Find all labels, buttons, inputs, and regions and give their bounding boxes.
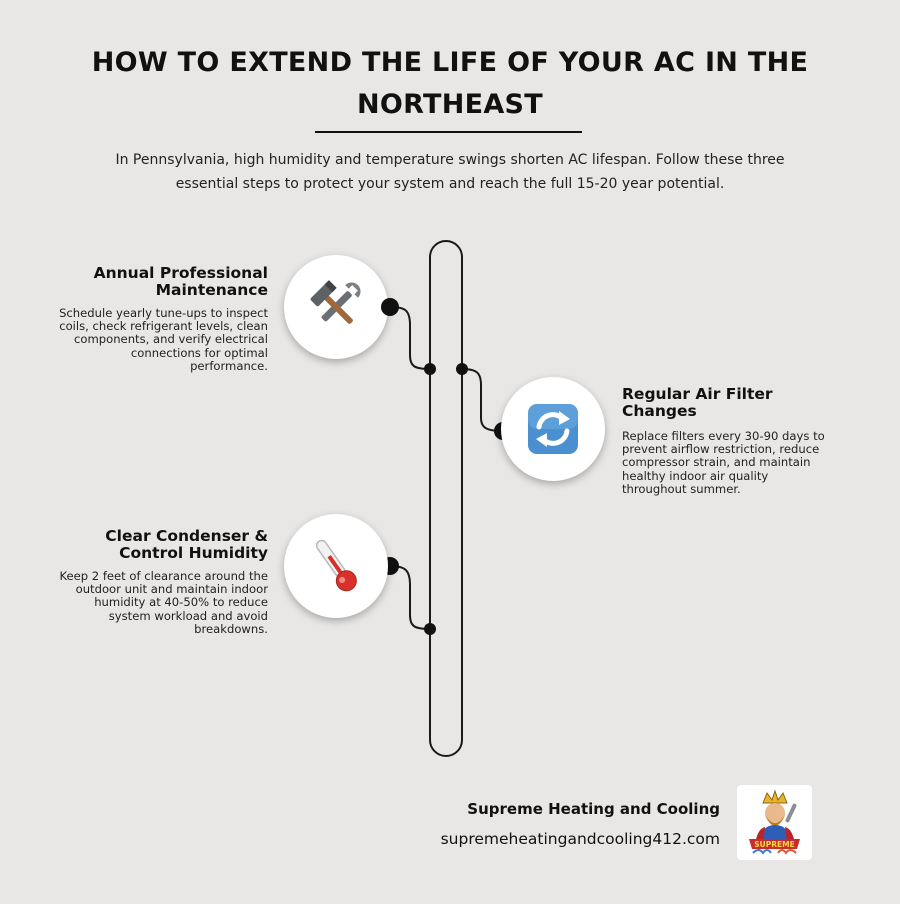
page-subtitle: In Pennsylvania, high humidity and temperature swings shorten AC lifespan. Follow these three essential steps to protect your system and reach the full 15-20 year potential. — [115, 152, 785, 192]
thermometer-icon — [284, 514, 388, 618]
step-1-title: Annual Professional Maintenance — [93, 264, 268, 299]
timeline-track — [430, 241, 462, 756]
step-3-description: Keep 2 feet of clearance around the outdoor unit and maintain indoor humidity at 40-50% to reduce system workload and avoid breakdowns. — [59, 569, 268, 636]
junction-dot-2 — [456, 363, 468, 375]
step-2-title: Regular Air Filter Changes — [622, 385, 773, 420]
hammer-and-wrench-icon — [284, 255, 388, 359]
company-logo — [737, 785, 812, 860]
junction-dot-1 — [424, 363, 436, 375]
connector-step-3 — [390, 566, 430, 629]
refresh-arrows-icon — [501, 377, 605, 481]
step-2-description: Replace filters every 30-90 days to prevent airflow restriction, reduce compressor strain, and maintain healthy indoor air quality throughout summer. — [622, 429, 825, 496]
step-1-description: Schedule yearly tune-ups to inspect coils, check refrigerant levels, clean components, and verify electrical connections for optimal performance. — [59, 306, 268, 373]
step-3-icon-circle — [284, 514, 388, 618]
company-name: Supreme Heating and Cooling — [467, 800, 720, 818]
step-2-icon-circle — [501, 377, 605, 481]
company-url[interactable]: supremeheatingandcooling412.com — [440, 830, 720, 848]
connector-step-2 — [462, 369, 503, 431]
king-mascot-logo-icon — [737, 785, 812, 860]
page-title: HOW TO EXTEND THE LIFE OF YOUR AC IN THE NORTHEAST — [91, 47, 809, 120]
connector-step-1 — [390, 307, 430, 369]
step-1-icon-circle — [284, 255, 388, 359]
logo-text: SUPREME — [754, 840, 795, 849]
step-3-title: Clear Condenser & Control Humidity — [105, 527, 268, 562]
junction-dot-3 — [424, 623, 436, 635]
